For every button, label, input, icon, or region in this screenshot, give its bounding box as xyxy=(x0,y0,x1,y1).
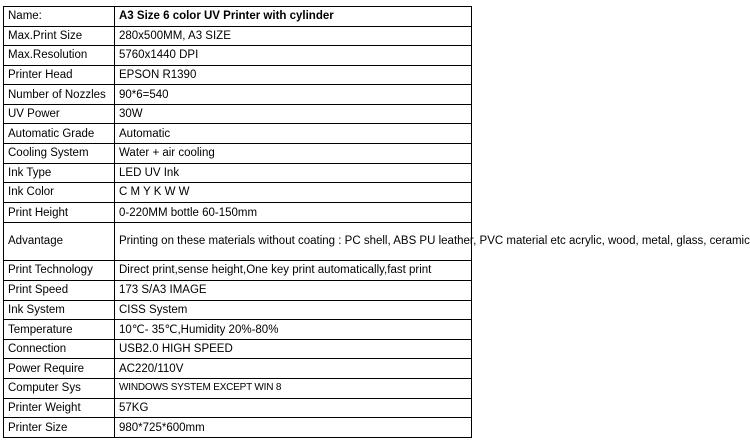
spec-table xyxy=(3,6,750,438)
spec-label-number-of-nozzles: Number of Nozzles xyxy=(4,85,115,105)
table-row xyxy=(4,398,472,418)
table-row xyxy=(4,144,472,164)
table-row xyxy=(4,281,472,301)
table-row xyxy=(4,418,472,438)
spec-value-automatic-grade: Automatic xyxy=(115,124,472,144)
table-row xyxy=(4,104,472,124)
spec-label-power-require: Power Require xyxy=(4,359,115,379)
spec-label-automatic-grade: Automatic Grade xyxy=(4,124,115,144)
spec-value-cooling-system: Water + air cooling xyxy=(115,144,472,164)
table-row xyxy=(4,183,472,203)
table-row xyxy=(4,359,472,379)
spec-value-ink-color: C M Y K W W xyxy=(115,183,472,203)
spec-label-printer-head: Printer Head xyxy=(4,65,115,85)
spec-value-ink-type: LED UV Ink xyxy=(115,163,472,183)
spec-value-name: A3 Size 6 color UV Printer with cylinder xyxy=(115,7,472,27)
table-row xyxy=(4,65,472,85)
table-row xyxy=(4,300,472,320)
spec-value-max-print-size: 280x500MM, A3 SIZE xyxy=(115,26,472,46)
spec-value-print-technology: Direct print,sense height,One key print automatically,fast print xyxy=(115,260,472,281)
spec-label-print-height: Print Height xyxy=(4,202,115,223)
spec-label-temperature: Temperature xyxy=(4,320,115,340)
spec-label-printer-weight: Printer Weight xyxy=(4,398,115,418)
spec-value-number-of-nozzles: 90*6=540 xyxy=(115,85,472,105)
table-row xyxy=(4,223,472,260)
table-row xyxy=(4,163,472,183)
table-row xyxy=(4,320,472,340)
spec-value-print-speed: 173 S/A3 IMAGE xyxy=(115,281,472,301)
table-row xyxy=(4,339,472,359)
table-row xyxy=(4,124,472,144)
spec-label-cooling-system: Cooling System xyxy=(4,144,115,164)
spec-value-power-require: AC220/110V xyxy=(115,359,472,379)
table-row xyxy=(4,7,472,27)
spec-label-ink-color: Ink Color xyxy=(4,183,115,203)
spec-label-print-technology: Print Technology xyxy=(4,260,115,281)
spec-value-computer-sys: WINDOWS SYSTEM EXCEPT WIN 8 xyxy=(115,379,472,399)
spec-value-printer-weight: 57KG xyxy=(115,398,472,418)
spec-value-ink-system: CISS System xyxy=(115,300,472,320)
spec-label-advantage: Advantage xyxy=(4,223,115,260)
spec-label-uv-power: UV Power xyxy=(4,104,115,124)
spec-value-print-height: 0-220MM bottle 60-150mm xyxy=(115,202,472,223)
spec-label-ink-system: Ink System xyxy=(4,300,115,320)
spec-value-printer-head: EPSON R1390 xyxy=(115,65,472,85)
spec-value-temperature: 10℃- 35℃,Humidity 20%-80% xyxy=(115,320,472,340)
table-row xyxy=(4,26,472,46)
spec-value-printer-size: 980*725*600mm xyxy=(115,418,472,438)
spec-label-computer-sys: Computer Sys xyxy=(4,379,115,399)
spec-label-ink-type: Ink Type xyxy=(4,163,115,183)
spec-value-uv-power: 30W xyxy=(115,104,472,124)
table-row xyxy=(4,202,472,223)
spec-value-connection: USB2.0 HIGH SPEED xyxy=(115,339,472,359)
spec-label-connection: Connection xyxy=(4,339,115,359)
spec-label-max-print-size: Max.Print Size xyxy=(4,26,115,46)
spec-value-advantage: Printing on these materials without coating : PC shell, ABS PU leather, PVC material etc acrylic, wood, metal, glass, ceramic xyxy=(115,223,472,260)
spec-value-max-resolution: 5760x1440 DPI xyxy=(115,46,472,66)
spec-label-name: Name: xyxy=(4,7,115,27)
spec-label-printer-size: Printer Size xyxy=(4,418,115,438)
spec-label-max-resolution: Max.Resolution xyxy=(4,46,115,66)
spec-label-print-speed: Print Speed xyxy=(4,281,115,301)
table-row xyxy=(4,379,472,399)
table-row xyxy=(4,46,472,66)
table-row xyxy=(4,260,472,281)
table-row xyxy=(4,85,472,105)
